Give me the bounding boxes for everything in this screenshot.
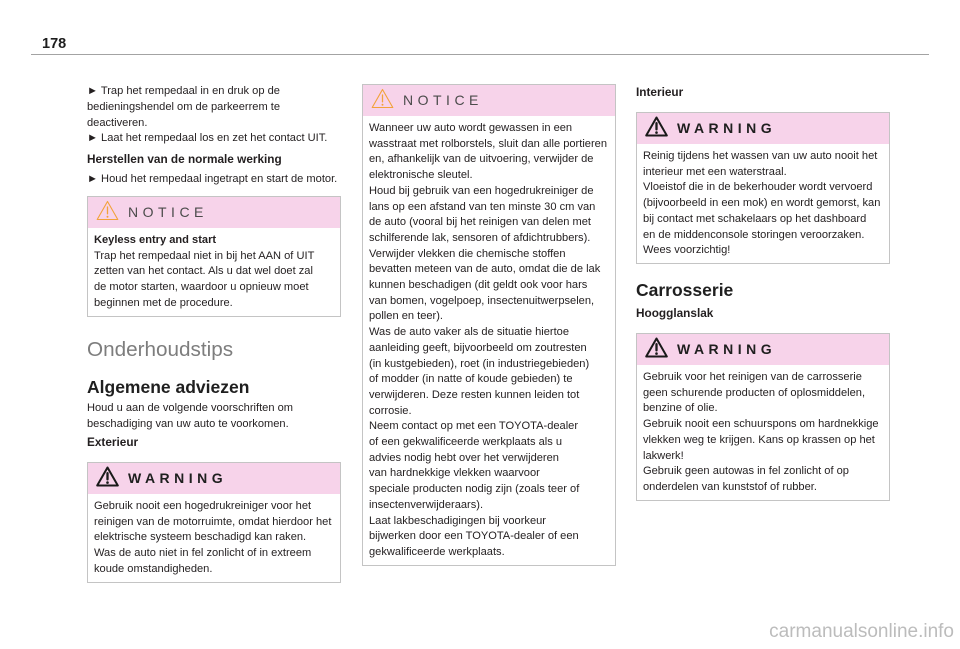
- instruction-step: ► Houd het rempedaal ingetrapt en start de motor.: [87, 173, 338, 186]
- warning-paragraph: Reinig tijdens het wassen van uw auto nooit het interieur met een waterstraal.: [643, 150, 878, 178]
- notice-body: [363, 116, 615, 565]
- header-rule: [31, 54, 929, 55]
- warning-box: [636, 112, 890, 264]
- warning-paragraph: Was de auto niet in fel zonlicht of in extreem koude omstandigheden.: [94, 547, 312, 575]
- notice-triangle-icon: [371, 88, 394, 109]
- notice-paragraph: Houd bij gebruik van een hogedrukreiniger de lans op een afstand van ten minste 30 cm van de auto (vooral bij het reinigen van delen met schilferende lak, sensoren of afdichtrubbers).: [369, 184, 596, 244]
- warning-header: [88, 463, 340, 494]
- warning-label: WARNING: [677, 341, 777, 357]
- warning-paragraph: Gebruik geen autowas in fel zonlicht of op onderdelen van kunststof of rubber.: [643, 465, 849, 493]
- notice-title: Keyless entry and start: [94, 234, 217, 246]
- page-number: 178: [42, 36, 67, 52]
- parking-brake-steps: [87, 84, 341, 147]
- warning-header: [637, 113, 889, 144]
- warning-paragraph: Gebruik voor het reinigen van de carrosserie geen schurende producten of oplosmiddelen, benzine of olie.: [643, 371, 866, 415]
- notice-header: [88, 197, 340, 228]
- subsection-title: Carrosserie: [636, 279, 734, 300]
- notice-label: NOTICE: [128, 204, 208, 220]
- notice-box: [362, 84, 616, 566]
- notice-label: NOTICE: [403, 92, 483, 108]
- instruction-step: ► Trap het rempedaal in en druk op de bedieningshendel om de parkeerrem te deactiveren.: [87, 85, 281, 129]
- notice-paragraph: Wanneer uw auto wordt gewassen in een wasstraat met rolborstels, sluit dan alle portieren en, afhankelijk van de uitvoering, verwijder de elektronische sleutel.: [369, 122, 608, 182]
- notice-paragraph: Was de auto vaker als de situatie hiertoe aanleiding geeft, bijvoorbeeld om zoutresten (in kustgebieden), roet (in industriegebieden) of modder (in natte of koude gebieden) te verwijderen. Deze resten kunnen leiden tot corrosie.: [369, 326, 590, 417]
- site-watermark: carmanualsonline.info: [769, 621, 954, 642]
- warning-label: WARNING: [677, 120, 777, 136]
- warning-triangle-icon: [96, 466, 119, 487]
- notice-paragraph: Verwijder vlekken die chemische stoffen bevatten meteen van de auto, omdat die de lak kunnen beschadigen (dit geldt ook voor hars van bomen, vogelpoep, insectenuitwerpselen, pollen en teer).: [369, 247, 601, 323]
- warning-body: [637, 365, 889, 500]
- intro-paragraph: Houd u aan de volgende voorschriften om beschadiging van uw auto te voorkomen.: [87, 402, 293, 430]
- warning-triangle-icon: [645, 337, 668, 358]
- warning-label: WARNING: [128, 470, 228, 486]
- warning-triangle-icon: [645, 116, 668, 137]
- paint-heading: Hoogglanslak: [636, 306, 714, 321]
- warning-paragraph: Wees voorzichtig!: [643, 244, 731, 257]
- notice-paragraph: Trap het rempedaal niet in bij het AAN of UIT zetten van het contact. Als u dat wel doet zal de motor starten, waardoor u opnieuw moet beginnen met de procedure.: [94, 249, 315, 309]
- instruction-step: ► Laat het rempedaal los en zet het contact UIT.: [87, 132, 328, 145]
- warning-paragraph: Gebruik nooit een hogedrukreiniger voor het reinigen van de motorruimte, omdat hierdoor het elektrische systeem beschadigd kan raken.: [94, 500, 332, 544]
- exterior-heading: Exterieur: [87, 435, 139, 450]
- restore-heading: Herstellen van de normale werking: [87, 152, 282, 167]
- warning-body: [637, 144, 889, 263]
- notice-paragraph: Laat lakbeschadigingen bij voorkeur bijwerken door een TOYOTA-dealer of een gekwalificeerde werkplaats.: [369, 514, 579, 558]
- notice-box: [87, 196, 341, 317]
- section-title: Onderhoudstips: [87, 338, 234, 361]
- warning-header: [637, 334, 889, 365]
- warning-paragraph: Vloeistof die in de bekerhouder wordt vervoerd (bijvoorbeeld in een mok) en wordt gemorst, kan bij contact met schakelaars op het dashboard en de middenconsole storingen veroorzaken.: [643, 181, 881, 241]
- warning-paragraph: Gebruik nooit een schuurspons om hardnekkige vlekken weg te krijgen. Kans op krassen op het lakwerk!: [643, 418, 879, 462]
- warning-body: [88, 494, 340, 582]
- notice-body: [88, 228, 340, 316]
- warning-box: [636, 333, 890, 501]
- notice-paragraph: Neem contact op met een TOYOTA-dealer of een gekwalificeerde werkplaats als u advies nodig hebt over het verwijderen van hardnekkige vlekken waarvoor speciale producten nodig zijn (zoals teer of insectenverwijderaars).: [369, 420, 580, 511]
- notice-header: [363, 85, 615, 116]
- interior-heading: Interieur: [636, 85, 684, 100]
- warning-box: [87, 462, 341, 583]
- notice-triangle-icon: [96, 200, 119, 221]
- subsection-title: Algemene adviezen: [87, 376, 250, 397]
